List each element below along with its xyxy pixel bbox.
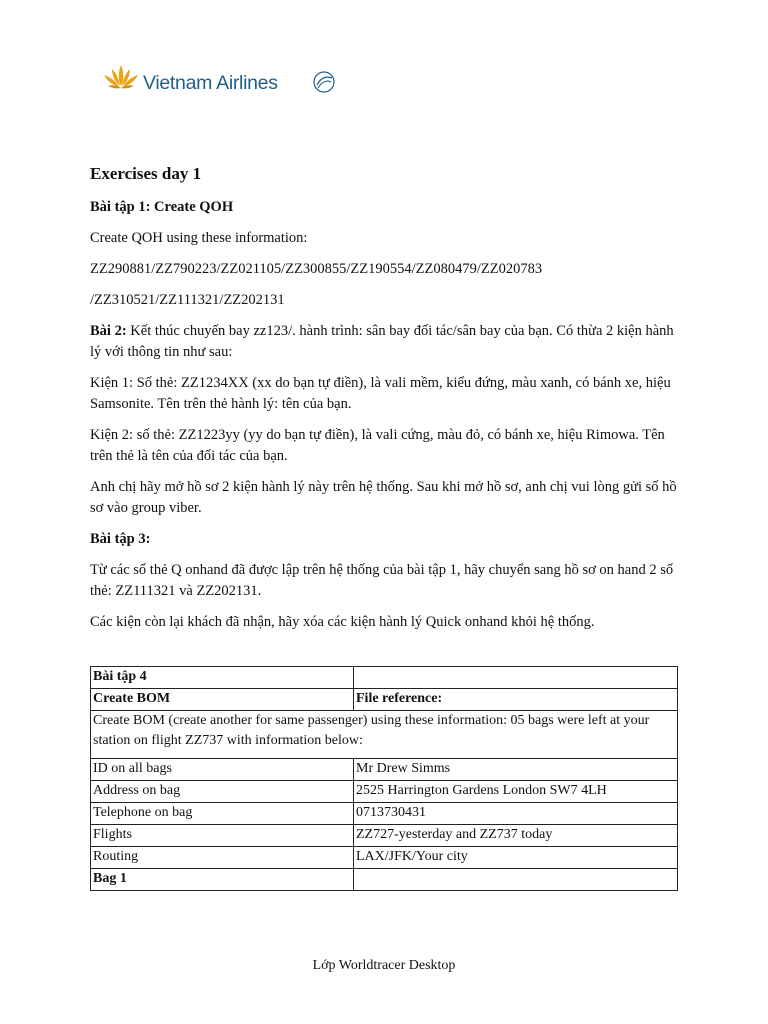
exercise-2-instruction: Anh chị hãy mở hồ sơ 2 kiện hành lý này trên hệ thống. Sau khi mở hồ sơ, anh chị vui lòng gửi số hồ sơ vào group viber. xyxy=(90,479,677,516)
row-value: 0713730431 xyxy=(354,803,678,825)
exercise-1-heading: Bài tập 1: Create QOH xyxy=(90,199,234,215)
exercise-4-table xyxy=(90,666,678,891)
table-row xyxy=(91,759,678,781)
table-row xyxy=(91,847,678,869)
row-label: Address on bag xyxy=(91,781,354,803)
create-bom-label: Create BOM xyxy=(91,689,354,711)
empty-cell xyxy=(354,869,678,891)
exercise-4-heading: Bài tập 4 xyxy=(91,667,354,689)
row-label: Flights xyxy=(91,825,354,847)
document-title: Exercises day 1 xyxy=(90,164,202,183)
exercise-1-tag-list-line-2: /ZZ310521/ZZ111321/ZZ202131 xyxy=(90,292,285,308)
page-footer: Lớp Worldtracer Desktop xyxy=(312,958,456,973)
empty-cell xyxy=(354,667,678,689)
logo-text: Vietnam Airlines xyxy=(143,72,278,94)
vietnam-airlines-logo xyxy=(90,50,342,122)
table-row xyxy=(91,825,678,847)
table-row xyxy=(91,803,678,825)
row-value: Mr Drew Simms xyxy=(354,759,678,781)
table-row xyxy=(91,781,678,803)
table-row xyxy=(91,869,678,891)
exercise-2-bag-1: Kiện 1: Số thẻ: ZZ1234XX (xx do bạn tự điền), là vali mềm, kiểu đứng, màu xanh, có bánh xe, hiệu Samsonite. Tên trên thẻ hành lý: tên của bạn. xyxy=(90,375,671,412)
lotus-icon xyxy=(102,62,140,92)
skyteam-icon xyxy=(310,68,338,96)
row-value: 2525 Harrington Gardens London SW7 4LH xyxy=(354,781,678,803)
table-row xyxy=(91,711,678,759)
exercise-2-paragraph xyxy=(90,321,680,363)
row-value: LAX/JFK/Your city xyxy=(354,847,678,869)
row-value: ZZ727-yesterday and ZZ737 today xyxy=(354,825,678,847)
exercise-2-bag-2: Kiện 2: số thẻ: ZZ1223yy (yy do bạn tự điền), là vali cứng, màu đỏ, có bánh xe, hiệu Rimowa. Tên trên thẻ là tên của đối tác của bạn. xyxy=(90,427,665,464)
file-reference-label: File reference: xyxy=(354,689,678,711)
row-label: Telephone on bag xyxy=(91,803,354,825)
document-body xyxy=(90,160,680,643)
bag-1-label: Bag 1 xyxy=(91,869,354,891)
exercise-3-text-1: Từ các số thẻ Q onhand đã được lập trên hệ thống của bài tập 1, hãy chuyển sang hồ sơ on hand 2 số thẻ: ZZ111321 và ZZ202131. xyxy=(90,562,674,599)
exercise-1-intro: Create QOH using these information: xyxy=(90,230,308,246)
table-row xyxy=(91,667,678,689)
table-row xyxy=(91,689,678,711)
exercise-3-heading: Bài tập 3: xyxy=(90,531,151,547)
exercise-2-text: Kết thúc chuyến bay zz123/. hành trình: sân bay đối tác/sân bay của bạn. Có thừa 2 kiện hành lý với thông tin như sau: xyxy=(90,323,674,360)
exercise-3-text-2: Các kiện còn lại khách đã nhận, hãy xóa các kiện hành lý Quick onhand khỏi hệ thống. xyxy=(90,614,595,630)
row-label: ID on all bags xyxy=(91,759,354,781)
bom-description: Create BOM (create another for same passenger) using these information: 05 bags were left at your station on flight ZZ737 with information below: xyxy=(91,711,678,759)
exercise-2-label: Bài 2: xyxy=(90,323,127,339)
row-label: Routing xyxy=(91,847,354,869)
exercise-1-tag-list-line-1: ZZ290881/ZZ790223/ZZ021105/ZZ300855/ZZ190554/ZZ080479/ZZ020783 xyxy=(90,261,543,277)
